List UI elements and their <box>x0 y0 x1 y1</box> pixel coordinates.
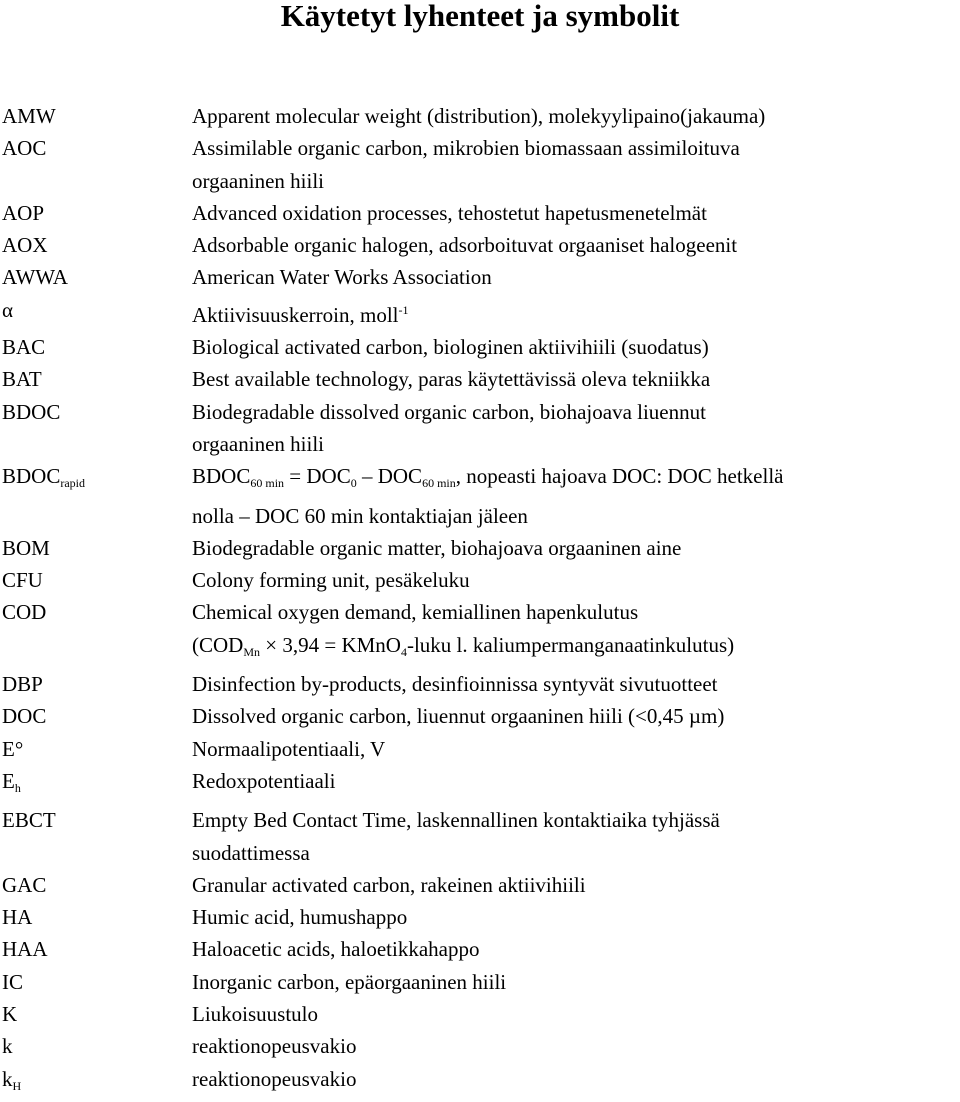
abbreviation-text: BDOC <box>2 464 61 489</box>
list-item <box>0 132 960 197</box>
list-item <box>0 733 960 765</box>
definition <box>192 596 958 668</box>
list-item <box>0 933 960 965</box>
definition: Best available technology, paras käytettävissä oleva tekniikka <box>192 367 711 392</box>
abbreviation <box>0 1063 192 1102</box>
abbreviation: AOP <box>2 200 45 225</box>
abbreviation: AMW <box>2 104 56 128</box>
definition: Liukoisuustulo <box>192 1002 319 1027</box>
subscript: 0 <box>350 476 357 491</box>
subscript: 60 min <box>422 476 456 491</box>
definition <box>192 396 958 461</box>
list-item <box>0 229 960 261</box>
list-item <box>0 396 960 461</box>
list-item <box>0 100 960 132</box>
abbreviation: EBCT <box>2 808 56 833</box>
abbreviation-list <box>0 100 960 1102</box>
definition: Humic acid, humushappo <box>192 905 408 930</box>
list-item <box>0 363 960 395</box>
formula-term: -luku l. kaliumpermanganaatinkulutus) <box>406 632 735 657</box>
formula-term: × 3,94 = KMnO <box>260 632 401 657</box>
definition-line: orgaaninen hiili <box>192 168 324 193</box>
definition: Haloacetic acids, haloetikkahappo <box>192 937 480 962</box>
formula-line <box>192 629 958 668</box>
list-item <box>0 596 960 668</box>
abbreviation: DBP <box>2 672 43 697</box>
definition-text: Aktiivisuuskerroin, moll <box>192 302 399 327</box>
list-item <box>0 460 960 532</box>
list-item <box>0 331 960 363</box>
definition: American Water Works Association <box>192 265 492 290</box>
definition-line: Empty Bed Contact Time, laskennallinen kontaktiaika tyhjässä <box>192 808 720 833</box>
list-item <box>0 564 960 596</box>
list-item <box>0 765 960 804</box>
definition <box>192 132 958 197</box>
abbreviation: AWWA <box>2 265 68 290</box>
definition: reaktionopeusvakio <box>192 1066 357 1091</box>
abbreviation: HA <box>2 905 33 930</box>
subscript: 4 <box>400 644 407 659</box>
list-item <box>0 197 960 229</box>
definition-line: Assimilable organic carbon, mikrobien biomassaan assimiloituva <box>192 136 740 161</box>
formula-term: BDOC <box>192 464 251 489</box>
definition: Adsorbable organic halogen, adsorboituvat orgaaniset halogeenit <box>192 233 738 258</box>
list-item <box>0 804 960 869</box>
definition: Granular activated carbon, rakeinen aktiivihiili <box>192 872 586 897</box>
definition-line: nolla – DOC 60 min kontaktiajan jäleen <box>192 503 528 528</box>
definition: Dissolved organic carbon, liuennut orgaaninen hiili (<0,45 µm) <box>192 704 725 729</box>
list-item <box>0 869 960 901</box>
abbreviation <box>0 765 192 804</box>
definition: Biodegradable organic matter, biohajoava orgaaninen aine <box>192 535 682 560</box>
abbreviation: K <box>2 1002 18 1027</box>
definition-line: suodattimessa <box>192 840 310 865</box>
formula-term: – DOC <box>356 464 423 489</box>
definition: Advanced oxidation processes, tehostetut hapetusmenetelmät <box>192 200 707 225</box>
abbreviation: AOX <box>2 233 48 258</box>
list-item <box>0 294 960 331</box>
definition <box>192 460 958 532</box>
definition: Redoxpotentiaali <box>192 768 336 793</box>
list-item <box>0 1063 960 1102</box>
abbreviation: GAC <box>2 872 47 897</box>
abbreviation: BDOC <box>2 399 61 424</box>
definition: Inorganic carbon, epäorgaaninen hiili <box>192 969 507 994</box>
abbreviation: k <box>2 1034 13 1059</box>
abbreviation-text: E <box>2 768 15 793</box>
definition: Disinfection by-products, desinfioinnissa syntyvät sivutuotteet <box>192 672 718 697</box>
formula-term: (COD <box>192 632 244 657</box>
abbreviation: BAC <box>2 335 46 360</box>
abbreviation: AOC <box>2 136 47 161</box>
formula-term: = DOC <box>284 464 351 489</box>
definition-text: , nopeasti hajoava DOC: DOC hetkellä <box>455 464 784 489</box>
abbreviation <box>0 460 192 532</box>
definition-line: orgaaninen hiili <box>192 431 324 456</box>
abbreviation: HAA <box>2 937 48 962</box>
list-item <box>0 668 960 700</box>
list-item <box>0 998 960 1030</box>
abbreviation: IC <box>2 969 23 994</box>
abbreviation: α <box>2 297 14 322</box>
definition-line: Chemical oxygen demand, kemiallinen hapenkulutus <box>192 600 639 625</box>
subscript: H <box>12 1078 22 1093</box>
list-item <box>0 261 960 293</box>
definition: Apparent molecular weight (distribution), molekyylipaino(jakauma) <box>192 104 766 128</box>
subscript: 60 min <box>250 476 285 491</box>
definition <box>192 804 958 869</box>
list-item <box>0 1030 960 1062</box>
formula-line <box>192 460 958 499</box>
abbreviation: CFU <box>2 568 43 593</box>
abbreviation: BAT <box>2 367 42 392</box>
abbreviation: COD <box>2 600 47 625</box>
list-item <box>0 901 960 933</box>
abbreviation: E° <box>2 736 24 761</box>
subscript: rapid <box>60 476 86 491</box>
abbreviation: BOM <box>2 535 50 560</box>
page-title: Käytetyt lyhenteet ja symbolit <box>280 0 680 33</box>
subscript: Mn <box>243 644 261 659</box>
definition: reaktionopeusvakio <box>192 1034 357 1059</box>
definition <box>192 294 958 331</box>
list-item <box>0 966 960 998</box>
abbreviation-text: k <box>2 1066 13 1091</box>
definition: Colony forming unit, pesäkeluku <box>192 568 470 593</box>
list-item <box>0 532 960 564</box>
superscript: -1 <box>398 302 409 317</box>
abbreviation: DOC <box>2 704 47 729</box>
list-item <box>0 700 960 732</box>
definition: Normaalipotentiaali, V <box>192 736 386 761</box>
definition: Biological activated carbon, biologinen aktiivihiili (suodatus) <box>192 335 709 360</box>
definition-line: Biodegradable dissolved organic carbon, biohajoava liuennut <box>192 399 706 424</box>
subscript: h <box>14 780 21 795</box>
